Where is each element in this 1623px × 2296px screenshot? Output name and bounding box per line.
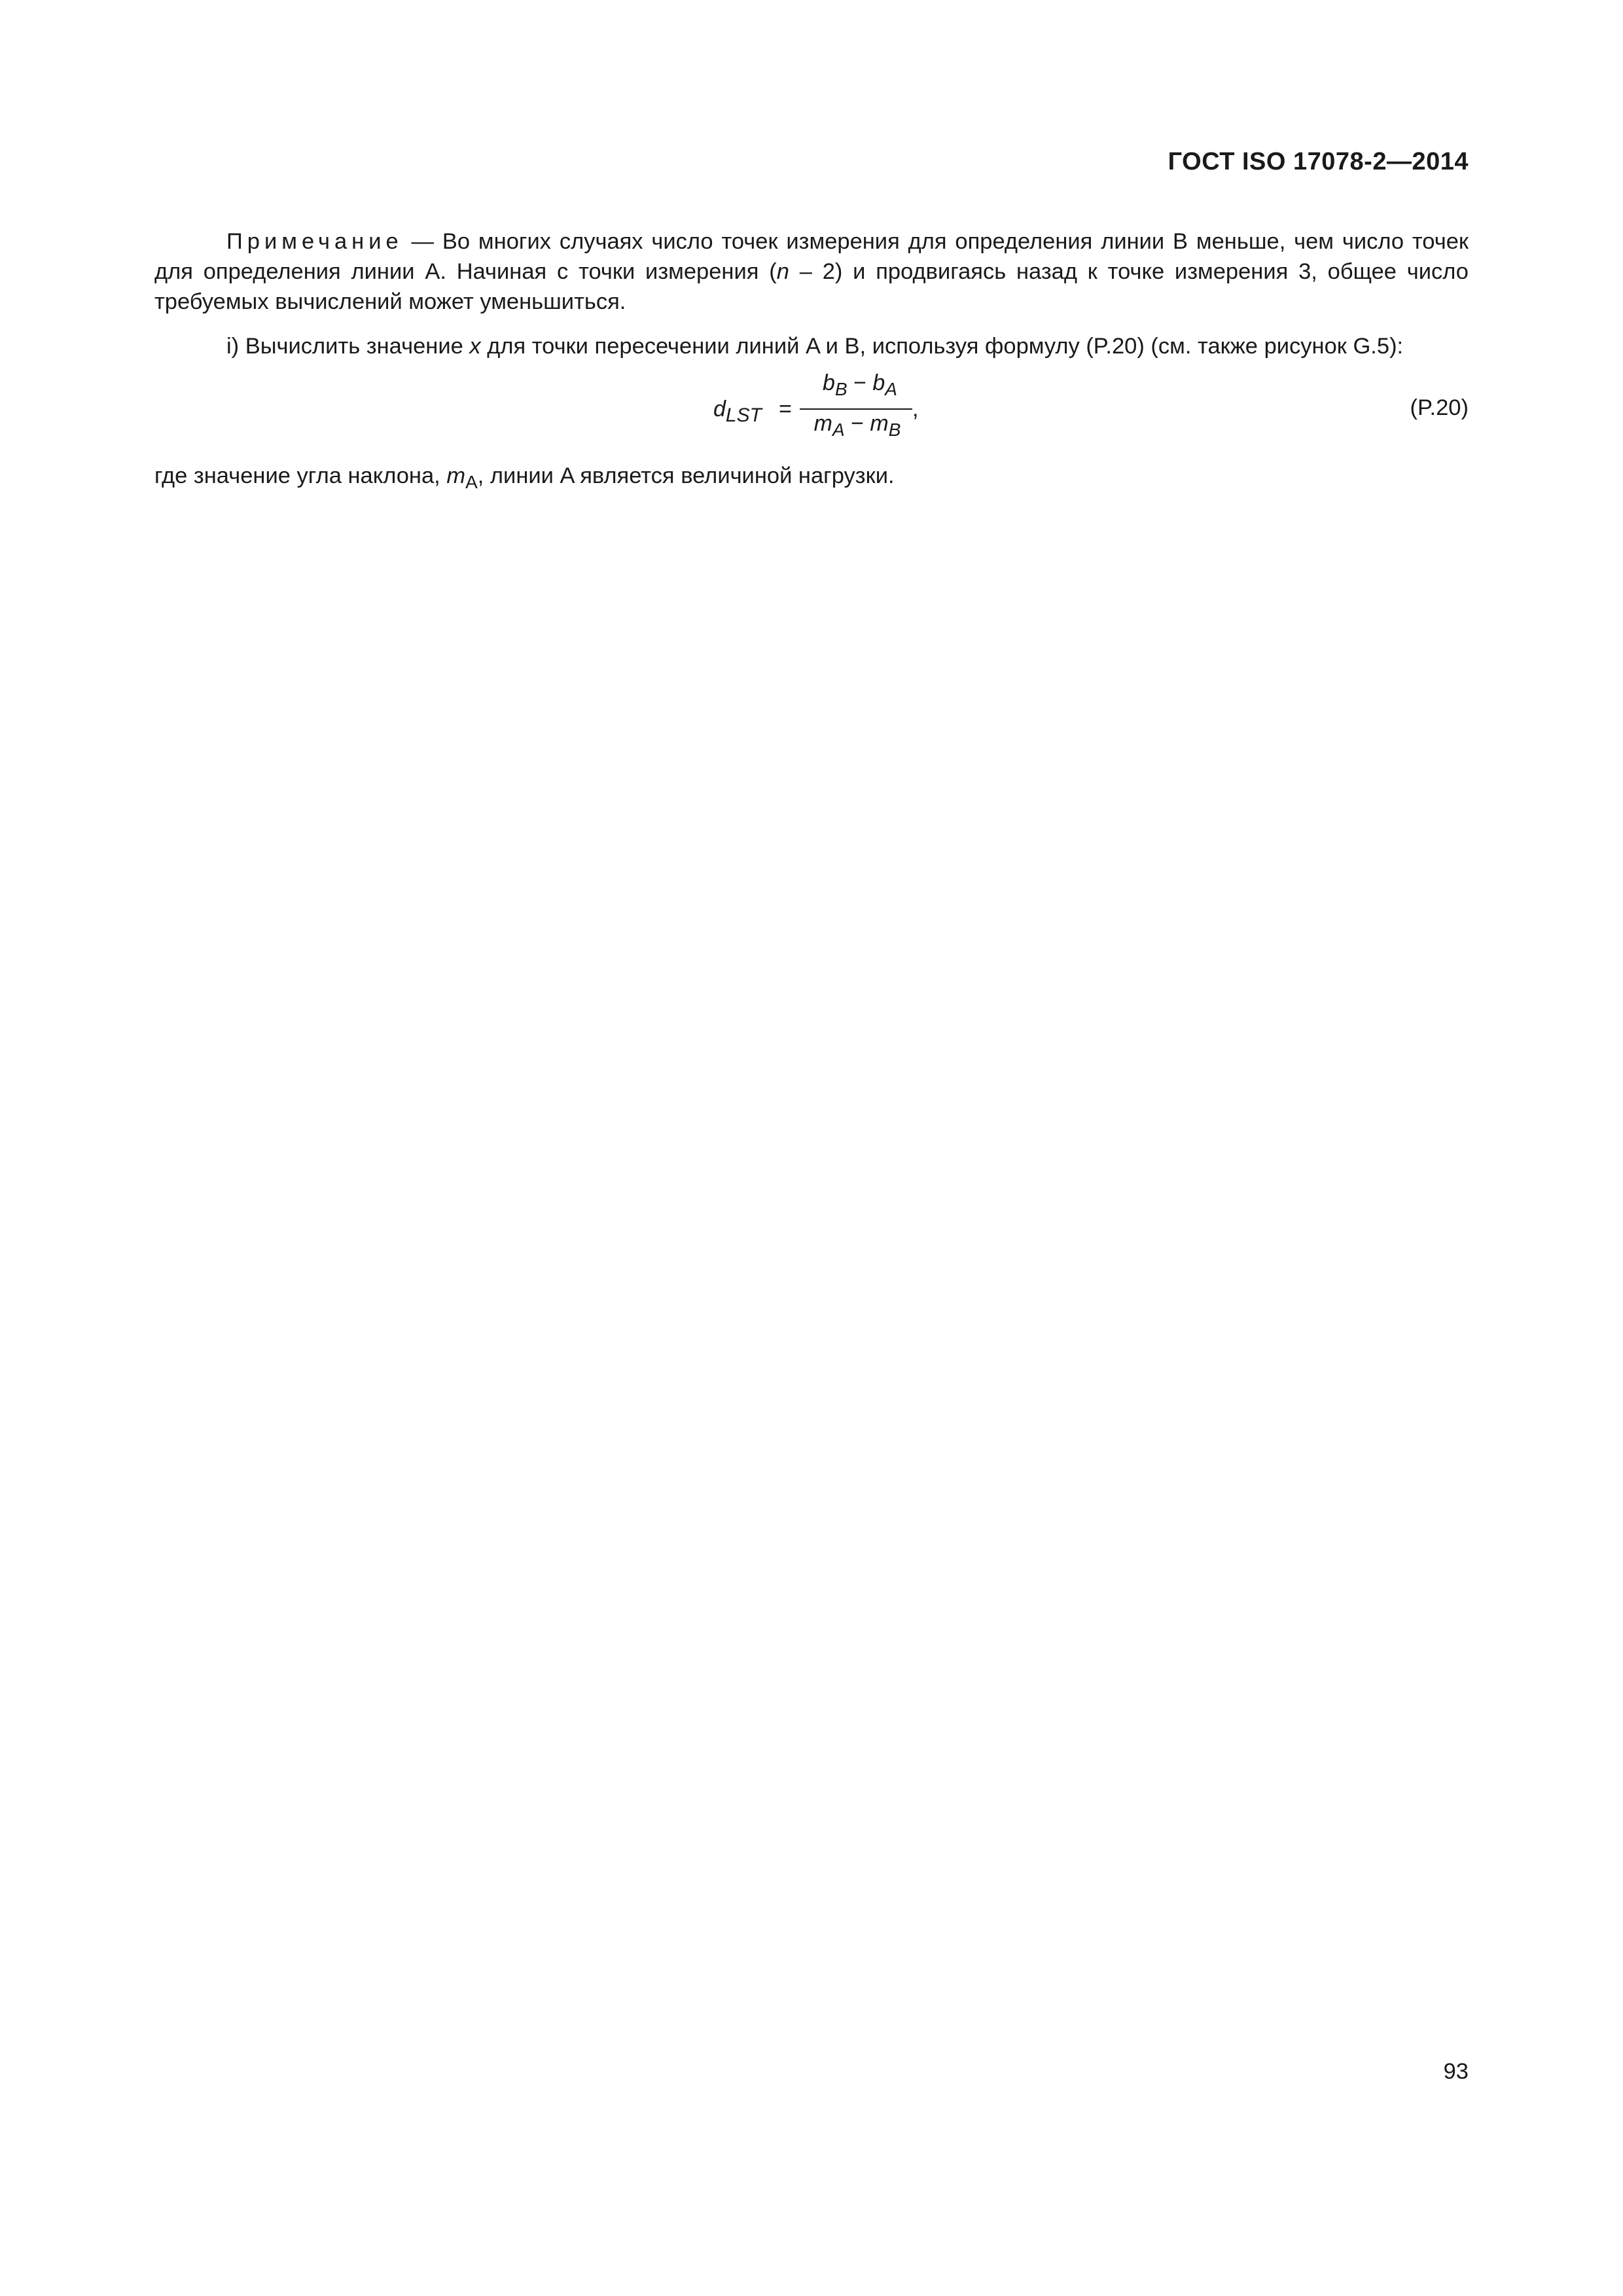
- page-number: 93: [1443, 2059, 1469, 2084]
- formula-comma: ,: [912, 397, 919, 422]
- where-text: где значение угла наклона,: [154, 463, 447, 488]
- formula-lhs-subscript: LST: [725, 404, 762, 426]
- denominator-minus: −: [844, 411, 870, 436]
- formula-numerator: [810, 370, 910, 400]
- item-prefix: i) Вычислить значение: [226, 334, 470, 359]
- note-label: Примечание: [226, 229, 403, 254]
- formula-denominator: [800, 411, 915, 440]
- note-paragraph: [154, 226, 1469, 317]
- formula-equals: =: [779, 397, 792, 422]
- formula-lhs: [713, 397, 762, 427]
- denominator-m2-sub: B: [888, 420, 901, 440]
- note-text: Во многих случаях число точек измерения для определения линии B меньше, чем число точек для определения линии A. Начиная с точки измерения (: [154, 229, 1469, 284]
- formula-lhs-var: d: [713, 397, 726, 422]
- numerator-minus: −: [847, 370, 873, 395]
- document-header: [1168, 148, 1469, 176]
- numerator-b2: b: [872, 370, 885, 395]
- where-paragraph: [154, 461, 1469, 497]
- where-text-continued: , линии A является величиной нагрузки.: [477, 463, 895, 488]
- equation-number: (P.20): [1410, 395, 1469, 420]
- numerator-b1: b: [823, 370, 835, 395]
- item-variable-x: x: [469, 334, 481, 359]
- denominator-m2: m: [870, 411, 889, 436]
- note-variable-n: n: [776, 259, 789, 284]
- denominator-m1-sub: A: [832, 420, 845, 440]
- fraction-bar: [800, 408, 912, 410]
- where-variable-m-sub: A: [465, 472, 478, 492]
- numerator-b2-sub: A: [885, 379, 897, 399]
- note-dash: —: [402, 229, 442, 254]
- numerator-b1-sub: B: [834, 379, 847, 399]
- where-variable-m: m: [446, 463, 466, 488]
- denominator-m1: m: [813, 411, 832, 436]
- list-item-i: [154, 331, 1469, 361]
- standard-designation: ГОСТ ISO 17078-2—2014: [1168, 148, 1469, 175]
- note-text-continued: – 2) и продвигаясь назад к точке измерения 3, общее число требуемых вычислений может уменьшиться.: [154, 259, 1469, 314]
- formula-p20: [713, 370, 929, 449]
- item-text: для точки пересечении линий A и B, используя формулу (P.20) (см. также рисунок G.5):: [480, 334, 1404, 359]
